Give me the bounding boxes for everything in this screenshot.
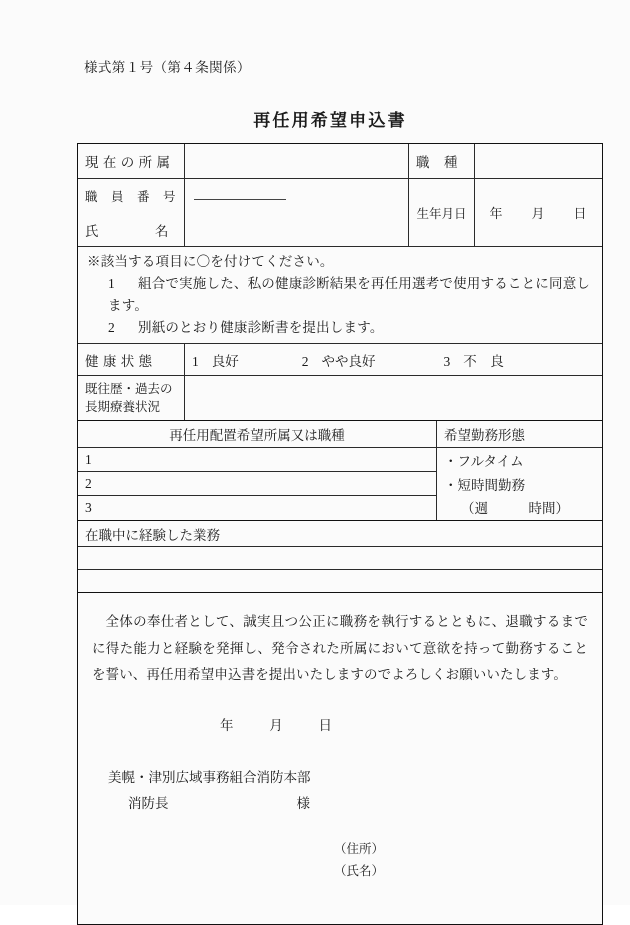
work-mode-fulltime[interactable]: ・フルタイム [444, 454, 524, 470]
addressee-block [92, 765, 588, 816]
identity-labels [78, 179, 185, 246]
note-item-2-number: 2 [108, 319, 115, 335]
medical-history-label-line2: 長期療養状況 [85, 400, 161, 415]
signer-block[interactable] [92, 839, 588, 883]
employee-number-label: 職 員 番 号 [85, 190, 177, 204]
table-row-health-status [78, 344, 602, 376]
job-type-label: 職 種 [409, 144, 475, 178]
placement-row-3[interactable]: 3 [85, 500, 92, 516]
work-mode-options[interactable] [437, 448, 602, 520]
health-option-3-text: 不 良 [463, 353, 504, 369]
placement-body [78, 448, 602, 521]
medical-history-field[interactable] [185, 376, 602, 420]
identity-fields[interactable] [185, 179, 409, 246]
medical-history-label-line1: 既往歴・過去の [85, 382, 173, 397]
recipient-line [108, 791, 588, 817]
placement-header-left: 再任用配置希望所属又は職種 [78, 421, 437, 447]
date-month-label: 月 [269, 718, 284, 734]
table-row-medical-history [78, 376, 602, 421]
health-option-1-number: 1 [192, 353, 199, 369]
health-option-1-text: 良好 [211, 353, 239, 369]
note-item-1-text: 組合で実施した、私の健康診断結果を再任用選考で使用することに同意します。 [108, 275, 591, 313]
date-year-label: 年 [220, 718, 235, 734]
page-title: 再任用希望申込書 [253, 111, 407, 130]
experience-field-2[interactable] [78, 570, 602, 592]
health-status-label: 健 康 状 態 [78, 344, 185, 375]
work-mode-parttime[interactable]: ・短時間勤務 [444, 477, 525, 493]
name-label: 氏 名 [85, 223, 169, 239]
note-item-2 [87, 317, 602, 339]
table-row-experience-2 [78, 570, 602, 593]
placement-row-2[interactable]: 2 [78, 472, 436, 496]
note-item-1 [87, 273, 602, 317]
table-row-note [78, 247, 602, 344]
health-option-3-number: 3 [443, 353, 451, 369]
date-day-label: 日 [318, 718, 333, 734]
recipient-title: 消防長 [128, 796, 169, 812]
signer-name-label[interactable]: （氏名） [334, 863, 385, 878]
note-item-1-number: 1 [108, 275, 115, 291]
health-option-2-number: 2 [301, 353, 309, 369]
table-row-placement-header [78, 421, 602, 448]
health-option-2-text: やや良好 [321, 353, 376, 369]
job-type-field[interactable] [475, 144, 602, 178]
medical-history-label [78, 376, 185, 420]
organization-name: 美幌・津別広域事務組合消防本部 [108, 770, 311, 786]
table-row-experience-1 [78, 547, 602, 570]
pledge-block [78, 593, 602, 924]
pledge-text: 全体の奉仕者として、誠実且つ公正に職務を執行するとともに、退職するまでに得た能力と経験を発揮し、発令された所属において意欲を持って勤務することを誓い、再任用希望申込書を提出いたしますのでよろしくお願いいたします。 [92, 614, 588, 683]
table-row-identity [78, 179, 602, 247]
experience-field-1[interactable] [78, 547, 602, 569]
health-status-options[interactable] [185, 344, 602, 375]
placement-row-1[interactable]: 1 [78, 448, 436, 472]
work-mode-hours[interactable]: （週 時間） [461, 500, 569, 516]
birthdate-field[interactable]: 年 月 日 [489, 206, 588, 221]
health-option-1[interactable] [192, 350, 239, 370]
experience-header: 在職中に経験した業務 [85, 527, 220, 543]
placement-header-right: 希望勤務形態 [444, 428, 525, 444]
health-option-2[interactable] [302, 350, 376, 370]
submission-date-line[interactable] [92, 714, 588, 734]
table-row-affiliation [78, 144, 602, 179]
application-form-table [77, 143, 603, 925]
employee-number-input[interactable] [194, 188, 286, 200]
note-heading: ※該当する項目に〇を付けてください。 [87, 254, 334, 269]
current-affiliation-field[interactable] [185, 144, 409, 178]
form-number: 様式第１号（第４条関係） [84, 60, 251, 75]
signer-address-label[interactable]: （住所） [334, 841, 385, 856]
health-option-3[interactable] [444, 350, 504, 370]
current-affiliation-label: 現 在 の 所 属 [78, 144, 185, 178]
note-item-2-text: 別紙のとおり健康診断書を提出します。 [138, 319, 384, 335]
note-block [78, 247, 602, 343]
table-row-pledge [78, 593, 602, 924]
table-row-experience-header [78, 521, 602, 547]
birthdate-label: 生年月日 [409, 179, 475, 246]
pledge-bottom-space [92, 882, 588, 912]
recipient-honorific: 様 [296, 796, 310, 812]
placement-rows [78, 448, 437, 520]
